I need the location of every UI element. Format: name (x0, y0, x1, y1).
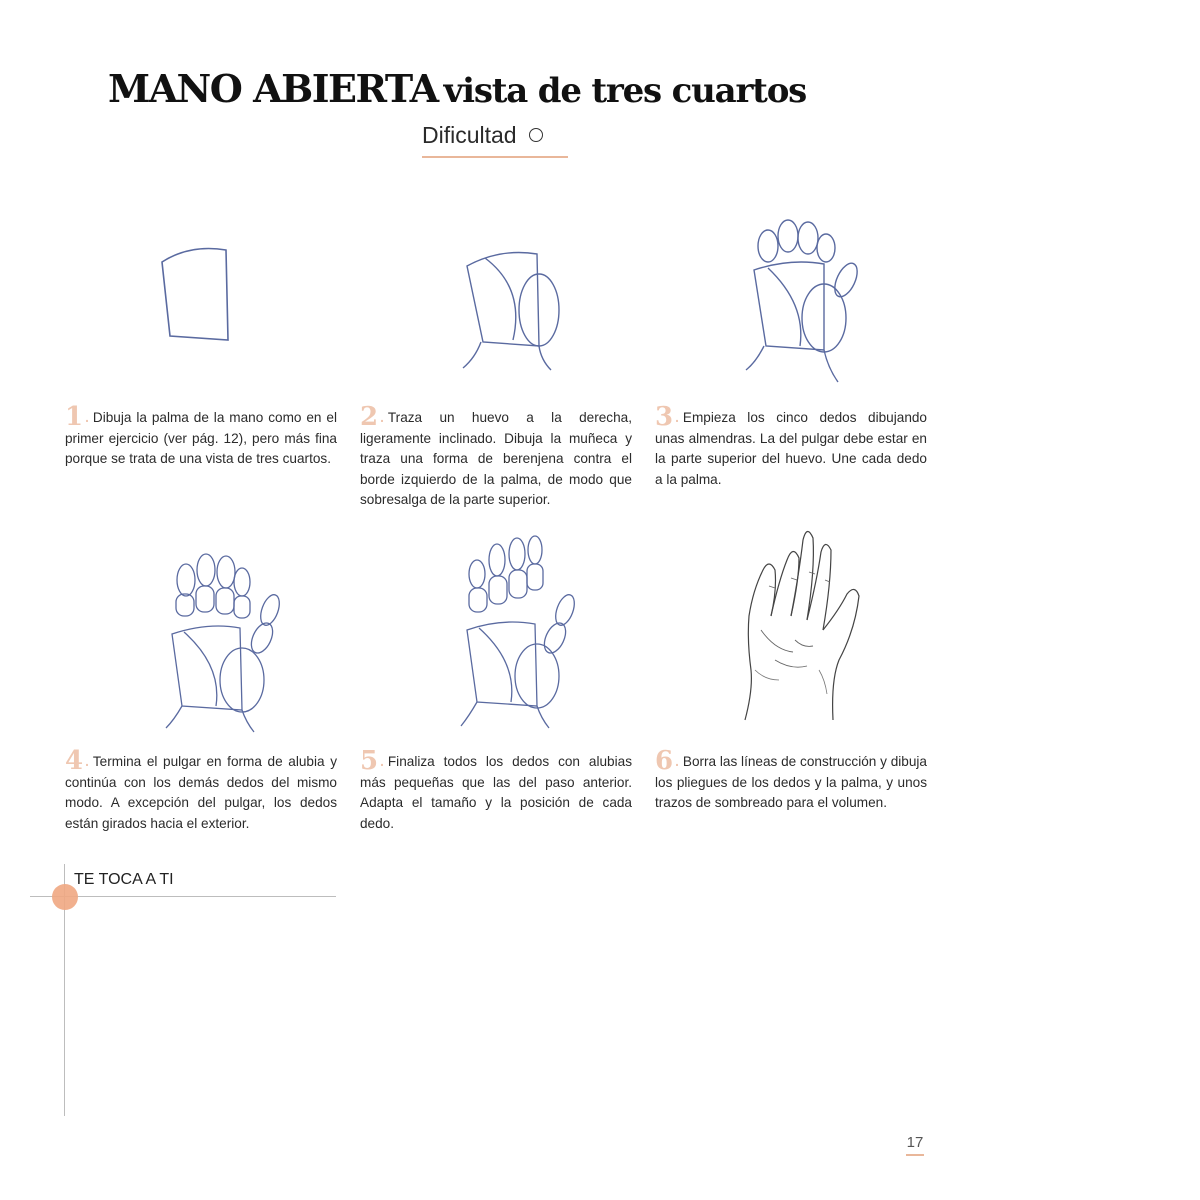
sketch-step-1 (150, 240, 250, 350)
step-dot: . (85, 410, 89, 425)
hand-egg-sketch-icon (455, 248, 575, 378)
difficulty-circle-icon (529, 128, 543, 142)
step-number: 5 (360, 746, 379, 776)
page-number: 17 (906, 1134, 924, 1156)
step-6-text (655, 746, 927, 814)
step-dot: . (675, 410, 679, 425)
step-description: Dibuja la palma de la mano como en el primer ejercicio (ver pág. 12), pero más fina porque se trata de una vista de tres cuartos. (65, 410, 337, 466)
hand-thumb-sketch-icon (160, 550, 290, 735)
exercise-label: TE TOCA A TI (74, 871, 174, 888)
step-4-text (65, 746, 337, 834)
step-number: 2 (360, 402, 379, 432)
sketch-step-2 (455, 248, 575, 378)
sketch-step-4 (160, 550, 290, 735)
hand-fingers-sketch-icon (455, 530, 585, 730)
step-dot: . (380, 410, 384, 425)
step-dot: . (380, 754, 384, 769)
step-description: Finaliza todos los dedos con alubias más pequeñas que las del paso anterior. Adapta el tamaño y la posición de cada dedo. (360, 754, 632, 831)
difficulty-label: Dificultad (422, 122, 517, 148)
title-main: MANO ABIERTA (108, 66, 438, 111)
step-dot: . (675, 754, 679, 769)
step-description: Empieza los cinco dedos dibujando unas almendras. La del pulgar debe estar en la parte superior del huevo. Une cada dedo a la palma. (655, 410, 927, 487)
step-number: 1 (65, 402, 84, 432)
sketch-step-3 (740, 214, 870, 389)
step-number: 6 (655, 746, 674, 776)
step-description: Borra las líneas de construcción y dibuja los pliegues de los dedos y la palma, y unos trazos de sombreado para el volumen. (655, 754, 927, 810)
difficulty-indicator (422, 122, 568, 158)
hand-almonds-sketch-icon (740, 214, 870, 389)
hand-final-drawing-icon (735, 520, 865, 735)
hand-palm-sketch-icon (150, 240, 250, 350)
step-1-text (65, 402, 337, 470)
step-dot: . (85, 754, 89, 769)
page-title (108, 66, 908, 126)
step-description: Termina el pulgar en forma de alubia y continúa con los demás dedos del mismo modo. A excepción del pulgar, los dedos están girados hacia el exterior. (65, 754, 337, 831)
step-description: Traza un huevo a la derecha, ligeramente inclinado. Dibuja la muñeca y traza una forma de berenjena contra el borde izquierdo de la palma, de modo que sobresalga de la parte superior. (360, 410, 632, 507)
sketch-step-6 (735, 520, 865, 735)
sketch-step-5 (455, 530, 585, 730)
step-2-text (360, 402, 632, 511)
step-number: 3 (655, 402, 674, 432)
step-5-text (360, 746, 632, 834)
step-number: 4 (65, 746, 84, 776)
step-3-text (655, 402, 927, 490)
title-sub: vista de tres cuartos (443, 71, 807, 111)
